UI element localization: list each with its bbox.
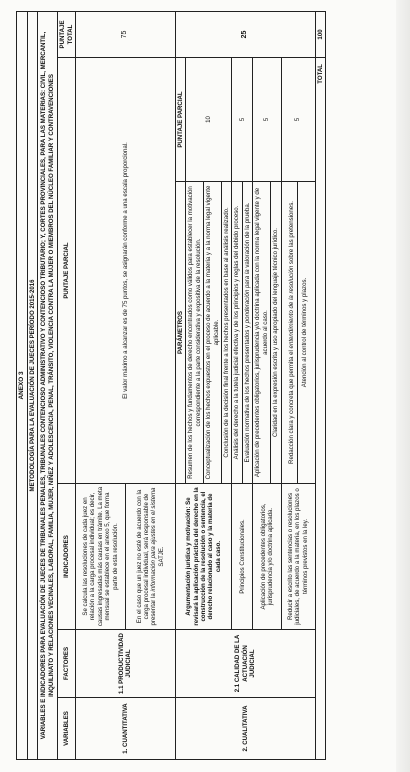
col-indicadores: INDICADORES <box>58 484 76 630</box>
puntaje-parcial-header: PUNTAJE PARCIAL <box>175 58 185 182</box>
score-argumentacion: 10 <box>186 58 232 182</box>
parametros-header: PARÁMETROS <box>175 182 185 484</box>
parametro-resumen: Resumen de los hechos y fundamentos de derecho encontrados como válidos para establecer la motivación correspondiente a la parte considerativa y expositiva de la resolución. <box>186 182 204 484</box>
indicador-carga-text: En el caso que un juez no esté de acuerdo con la carga procesal individual, será responsable de presentar la <box>135 489 158 626</box>
total-cualitativa: 25 <box>175 11 315 57</box>
col-puntaje-parcial: PUNTAJE PARCIAL <box>58 58 76 484</box>
p8-post: sobre las pretensiones. <box>287 201 295 266</box>
indicador-argumentacion: Argumentación jurídica y motivación: Se revisará la aplicación práctica del derecho en la construcción de la resolución o sentencia, el derecho relacionado al caso y la materia de cada caso. <box>175 484 232 630</box>
score-reducir-escrito: 5 <box>281 58 315 182</box>
indicador-principios: Principios Constitucionales. <box>232 484 253 630</box>
total-label: TOTAL <box>315 58 325 760</box>
indicador-carga-post: SATJE. <box>157 546 165 567</box>
evaluation-table <box>16 11 326 760</box>
col-puntaje-total: PUNTAJE TOTAL <box>58 11 76 57</box>
parametro-evaluacion-normativa <box>242 182 252 484</box>
indicador-carga-procesal <box>125 484 175 630</box>
factor-productividad: 1.1 PRODUCTIVIDAD JUDICIAL <box>75 630 175 698</box>
factor-calidad: 2.1 CALIDAD DE LA ACTUACIÓN JUDICIAL <box>175 630 315 698</box>
col-variables: VARIABLES <box>58 698 76 760</box>
document-title: VARIABLES E INDICADORES PARA EVALUACIÓN DE JUECES DE TRIBUNALES PENALES, TRIBUNALES CONTENCIOSO ADMINISTRATIVO Y CONTENCIOSO TRIBUTARIO; Y, CORTES PROVINCIALES, PARA LAS MATERIAS: CIVIL, MERCANTIL, INQUILINATO Y RELACIONES VECINALES, LABORAL, FAMILIA, MUJER, NIÑEZ Y ADOLESCENCIA, PENAL, TRÁNSITO, VIOLENCIA CONTRA LA MUJER O MIEMBROS DEL NÚCLEO FAMILIAR Y CONTRAVENCIONES <box>38 11 58 759</box>
score-precedentes: 5 <box>253 58 281 182</box>
score-principios: 5 <box>232 58 253 182</box>
p5-text: Evaluación normativa de los hechos presentados y <box>243 323 251 463</box>
indicador-carga-italic: información para ajustes en el sistema <box>150 487 158 592</box>
anexo-label: ANEXO 3 <box>17 11 28 759</box>
parametro-plazos: Atención al control de términos y plazos. <box>301 277 309 388</box>
total-cuantitativa: 75 <box>75 11 175 57</box>
variable-cualitativa: 2. CUALITATIVA <box>175 698 315 760</box>
indicador-reducir-escrito: Reducir a escrito las sentencias o resoluciones judiciales, de acuerdo a la materia, en los plazos o términos previstos en la ley. <box>281 484 315 630</box>
p8-italic: entendimiento de la resolución <box>287 265 295 349</box>
variable-cuantitativa: 1. CUANTITATIVA <box>75 698 175 760</box>
parametro-tutela: Análisis del derecho a la tutela judicial efectiva y de los principios y reglas del debido proceso. <box>232 182 242 484</box>
p8-text: Redacción clara y concreta que permita el <box>287 348 295 464</box>
parcial-cuantitativa: El valor máximo a alcanzar es de 75 puntos, se asignarán conforme a una escala proporcional. <box>75 58 175 484</box>
parametro-redaccion <box>281 182 315 484</box>
parametro-conceptualizacion: Conceptualización de los hechos expuestos en el proceso de acuerdo a la materia y a la norma legal vigente aplicable. <box>204 182 222 484</box>
indicador-precedentes: Aplicación de precedentes obligatorios, jurisprudencia y/o doctrina aplicada. <box>253 484 281 630</box>
p5-post: valoración de la prueba. <box>243 202 251 270</box>
metodologia-title: METODOLOGÍA PARA LA EVALUACIÓN DE JUECES PERÍODO 2015-2016 <box>27 11 37 759</box>
indicador-resoluciones: Se calcula las resoluciones de cada juez en relación a la carga procesal individual; es decir, causas ingresadas más causas en trámite. La meta mensual se establece en el anexo 5, que forma parte de esta resolución. <box>75 484 125 630</box>
col-factores: FACTORES <box>58 630 76 698</box>
parametro-conclusion: Conclusión de la decisión final frente a los hechos presentados en base al análisis realizado. <box>222 182 232 484</box>
parametro-claridad: Claridad en la expresión escrita y uso apropiado del lenguaje técnico jurídico. <box>271 182 281 484</box>
total-value: 100 <box>315 11 325 57</box>
parametro-precedentes: Aplicación de precedentes obligatorios, jurisprudencia y/o doctrina aplicada con la norma legal vigente y de acuerdo al caso. <box>253 182 271 484</box>
p5-italic: ponderación para la <box>243 269 251 324</box>
